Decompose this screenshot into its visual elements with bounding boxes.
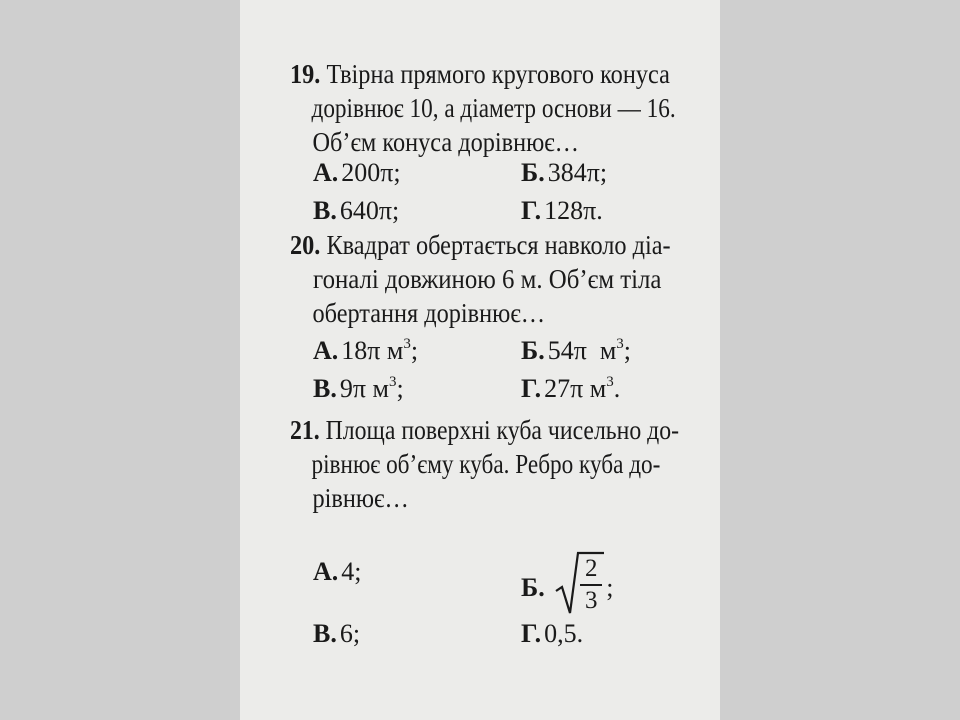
question-line — [290, 228, 695, 262]
option-b: Б. 2 3 ; — [521, 555, 613, 625]
option-v: В. 9π $м^3$; — [313, 374, 404, 403]
option-v: В. 6; — [313, 619, 361, 648]
fraction-numerator: 2 — [584, 555, 598, 582]
option-g: Г. 27π $м^3$. — [521, 374, 621, 403]
question-line: рівнює об’єму куба. Ребро куба до- — [311, 449, 661, 479]
square-root — [554, 549, 606, 619]
question-text: Площа поверхні куба чисельно до- — [325, 415, 680, 445]
question-text: Квадрат обертається навколо діа- — [326, 230, 671, 260]
fraction — [580, 555, 602, 615]
option-a: А. 4; — [313, 557, 362, 586]
option-g: Г. 128π. — [521, 196, 603, 225]
question-20 — [290, 228, 740, 330]
option-a: А. 18π $м^3$; — [313, 336, 419, 365]
question-21 — [290, 413, 740, 515]
option-g: Г. 0,5. — [521, 619, 584, 648]
question-line: дорівнює 10, а діаметр основи — 16. — [311, 93, 676, 123]
question-line: обертання дорівнює… — [312, 298, 546, 328]
question-text: Твірна прямого кругового конуса — [326, 59, 670, 89]
question-line: рівнює… — [312, 483, 409, 513]
fraction-denominator: 3 — [584, 587, 598, 614]
question-line: Об’єм конуса дорівнює… — [312, 127, 579, 157]
option-b: Б. 384π; — [521, 158, 608, 187]
option-v: В. 640π; — [313, 196, 400, 225]
question-line: гоналі довжиною 6 м. Об’єм тіла — [313, 264, 662, 294]
question-19 — [290, 57, 740, 159]
option-b: Б. 54π $м^3$; — [521, 336, 632, 365]
question-number: 19. — [290, 59, 321, 89]
question-number: 21. — [290, 415, 320, 445]
option-a: А. 200π; — [313, 158, 401, 187]
question-number: 20. — [290, 230, 321, 260]
question-line — [290, 413, 686, 447]
question-line — [290, 57, 695, 91]
